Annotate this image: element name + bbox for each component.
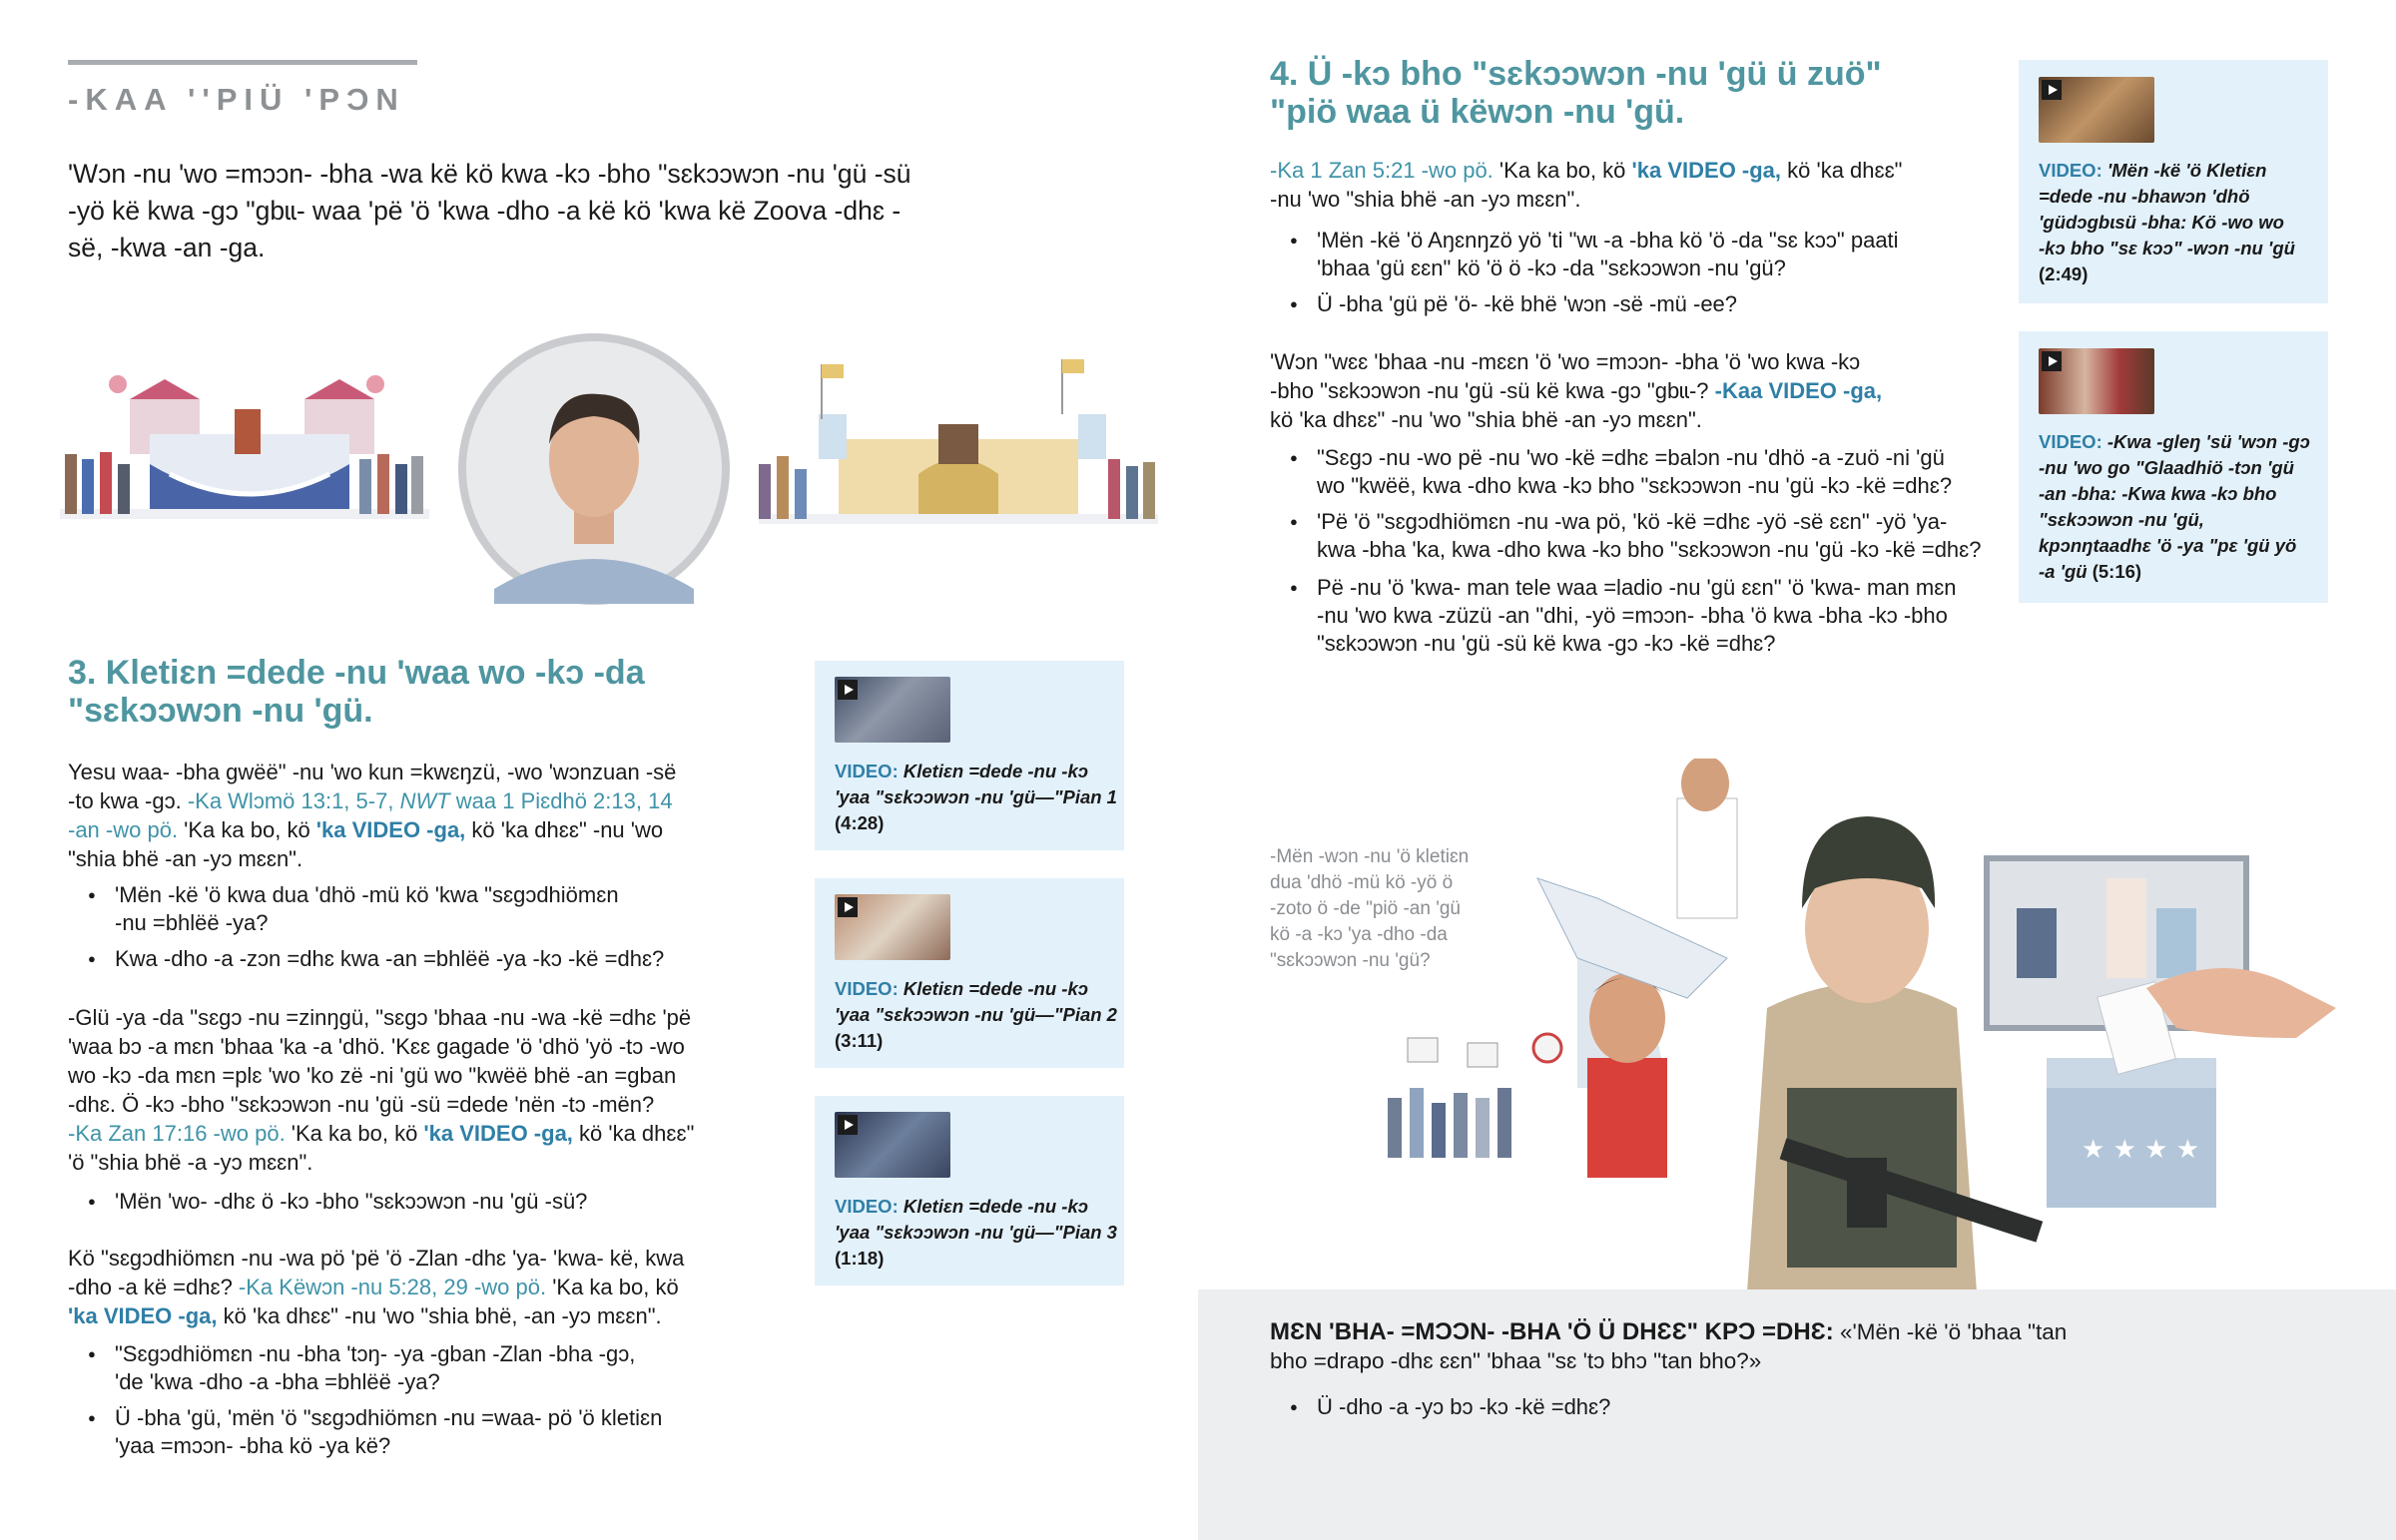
list-item: ● Ü -bha 'gü, 'mën 'ö "sɛgɔdhiömɛn -nu =waa- pö 'ö kletiɛn 'yaa =mɔɔn- -bha kö -ya kë? xyxy=(68,1404,807,1460)
list-item: ● 'Pë 'ö "sɛgɔdhiömɛn -nu -wa pö, 'kö -kë =dhɛ -yö -së ɛɛn" -yö 'ya- kwa -bha 'ka, kwa -dho kwa -kɔ bho "sɛkɔɔwɔn -nu 'gü -kɔ -kë =dhɛ? xyxy=(1270,508,2029,564)
list-item: ● "Sɛgɔdhiömɛn -nu -bha 'tɔŋ- -ya -gban -Zlan -bha -gɔ, 'de 'kwa -dho -a -bha =bhlëë -ya? xyxy=(68,1340,807,1396)
summary-bullets xyxy=(1270,1393,2168,1427)
list-item: ● 'Mën -kë 'ö kwa dua 'dhö -mü kö 'kwa "sɛgɔdhiömɛn -nu =bhlëë -ya? xyxy=(68,881,807,937)
video-link[interactable]: 'ka VIDEO -ga, xyxy=(423,1121,573,1146)
list-item: ● 'Mën -kë 'ö Aŋɛnŋzö yö 'ti "wɩ -a -bha kö 'ö -da "sɛ kɔɔ" paati 'bhaa 'gü ɛɛn" kö 'ö ö -kɔ -da "sɛkɔɔwɔn -nu 'gü? xyxy=(1270,227,2029,282)
video-box-bible-courage[interactable]: VIDEO: -Kwa -gleŋ 'sü 'wɔn -gɔ -nu 'wo go "Glaadhiö -tɔn 'gü -an -bha: -Kwa kwa -kɔ bho "sɛkɔɔwɔn -nu 'gü, kpɔnŋtaadhɛ 'ö -ya "pɛ 'gü yö -a 'gü (5:16) xyxy=(2019,331,2328,603)
scripture-ref-acts[interactable]: -Ka Këwɔn -nu 5:28, 29 -wo pö. xyxy=(238,1275,547,1299)
portrait-avatar xyxy=(458,333,730,605)
section-3-paragraph-3: Kö "sɛgɔdhiömɛn -nu -wa pö 'pë 'ö -Zlan -dhɛ 'ya- 'kwa- kë, kwa -dho -a kë =dhɛ? -Ka Këwɔn -nu 5:28, 29 -wo pö. 'Ka ka bo, kö 'ka VIDEO -ga, kö 'ka dhɛɛ" -nu 'wo "shia bhë, -an -yɔ mɛɛn". xyxy=(68,1246,685,1328)
protesters xyxy=(1388,1034,1561,1158)
video-box-part-2[interactable]: VIDEO: Kletiɛn =dede -nu -kɔ 'yaa "sɛkɔɔwɔn -nu 'gü—"Pian 2 (3:11) xyxy=(815,878,1124,1068)
summary-text: MƐN 'BHA- =MƆƆN- -BHA 'Ö Ü DHƐƐ" KPƆ =DHƐ: «'Mën -kë 'ö 'bhaa "tan bho =drapo -dhɛ ɛɛn" 'bhaa "sɛ 'tɔ bhɔ "tan bho?» xyxy=(1270,1318,2068,1373)
rally-illustration xyxy=(60,324,1158,614)
list-item: ● 'Mën 'wo- -dhɛ ö -kɔ -bho "sɛkɔɔwɔn -nu 'gü -sü? xyxy=(68,1188,807,1216)
video-link[interactable]: 'ka VIDEO -ga, xyxy=(315,817,466,842)
tv-and-ballot xyxy=(1987,858,2336,1208)
section-4-bullets-a xyxy=(1270,227,2029,324)
scripture-ref-1john[interactable]: -Ka 1 Zan 5:21 -wo pö. xyxy=(1270,158,1494,183)
video-box-part-3[interactable]: VIDEO: Kletiɛn =dede -nu -kɔ 'yaa "sɛkɔɔwɔn -nu 'gü—"Pian 3 (1:18) xyxy=(815,1096,1124,1285)
scripture-ref-john[interactable]: -Ka Zan 17:16 -wo pö. xyxy=(68,1121,286,1146)
video-link[interactable]: 'ka VIDEO -ga, xyxy=(68,1303,218,1328)
section-3-paragraph-1: Yesu waa- -bha gwëë" -nu 'wo kun =kwɛŋzü, -wo 'wɔnzuan -së -to kwa -gɔ. -Ka Wlɔmö 13:1, 5-7, NWT waa 1 Piɛdhö 2:13, 14 -an -wo pö. 'Ka ka bo, kö 'ka VIDEO -ga, kö 'ka dhɛɛ" -nu 'wo "shia bhë -an -yɔ mɛɛn". xyxy=(68,760,677,871)
video-thumbnail[interactable] xyxy=(2039,77,2154,143)
play-icon xyxy=(838,680,858,700)
section-4-bullets-b xyxy=(1270,444,2029,664)
video-thumbnail[interactable] xyxy=(835,1112,950,1178)
video-thumbnail[interactable] xyxy=(2039,348,2154,414)
list-item: ● Ü -dho -a -yɔ bɔ -kɔ -kë =dhɛ? xyxy=(1270,1393,2168,1421)
cheering-man xyxy=(1537,878,1727,1178)
video-box-part-1[interactable]: VIDEO: Kletiɛn =dede -nu -kɔ 'yaa "sɛkɔɔwɔn -nu 'gü—"Pian 1 (4:28) xyxy=(815,661,1124,850)
section-4-paragraph-1: -Ka 1 Zan 5:21 -wo pö. 'Ka ka bo, kö 'ka VIDEO -ga, kö 'ka dhɛɛ" -nu 'wo "shia bhë -an -yɔ mɛɛn". xyxy=(1270,158,1903,212)
video-box-why-christians[interactable]: VIDEO: 'Mën -kë 'ö Kletiɛn =dede -nu -bhawɔn 'dhö 'güdɔgbɩsü -bha: Kö -wo wo -kɔ bho "sɛ kɔɔ" -wɔn -nu 'gü (2:49) xyxy=(2019,60,2328,303)
section-4-title: 4. Ü -kɔ bho "sɛkɔɔwɔn -nu 'gü ü zuö" "piö waa ü këwɔn -nu 'gü. xyxy=(1270,55,1882,131)
play-icon xyxy=(2042,351,2062,371)
left-rally-scene xyxy=(60,375,429,519)
intro-paragraph: 'Wɔn -nu 'wo =mɔɔn- -bha -wa kë kö kwa -kɔ -bho "sɛkɔɔwɔn -nu 'gü -sü -yö kë kwa -gɔ "gbɩɩ- waa 'pë 'ö 'kwa -dho -a kë kö 'kwa kë Zoova -dhɛ -së, -kwa -an -ga. xyxy=(68,159,911,262)
list-item: ● Kwa -dho -a -zɔn =dhɛ kwa -an =bhlëë -ya -kɔ -kë =dhɛ? xyxy=(68,945,807,973)
video-link[interactable]: -Kaa VIDEO -ga, xyxy=(1714,378,1883,403)
play-icon xyxy=(838,1115,858,1135)
play-icon xyxy=(2042,80,2062,100)
section-3-bullets-a xyxy=(68,881,807,979)
page-header: -KAA ''PIÜ 'PƆN xyxy=(68,82,405,117)
video-thumbnail[interactable] xyxy=(835,894,950,960)
list-item: ● "Sɛgɔ -nu -wo pë -nu 'wo -kë =dhɛ =balɔn -nu 'dhö -a -zuö -ni 'gü wo "kwëë, kwa -dho kwa -kɔ bho "sɛkɔɔwɔn -nu 'gü -kɔ -kë =dhɛ? xyxy=(1270,444,2029,500)
play-icon xyxy=(838,897,858,917)
section-4-paragraph-2: 'Wɔn "wɛɛ 'bhaa -nu -mɛɛn 'ö 'wo =mɔɔn- -bha 'ö 'wo kwa -kɔ -bho "sɛkɔɔwɔn -nu 'gü -sü kë kwa -gɔ "gbɩɩ-? -Kaa VIDEO -ga, kö 'ka dhɛɛ" -nu 'wo "shia bhë -an -yɔ mɛɛn". xyxy=(1270,349,1883,432)
header-rule xyxy=(68,60,417,65)
section-3-paragraph-2: -Glü -ya -da "sɛgɔ -nu =zinŋgü, "sɛgɔ 'bhaa -nu -wa -kë =dhɛ 'pë 'waa bɔ -a mɛn 'bhaa 'ka -a 'dhö. 'Kɛɛ gagade 'ö 'dhö 'yö -tɔ -wo wo -kɔ -da mɛn =plɛ 'wo 'ko zë -ni 'gü wo "kwëë bhë -an =gban -dhɛ. Ö -kɔ -bho "sɛkɔɔwɔn -nu 'gü -sü =dede 'nën -tɔ -mën? -Ka Zan 17:16 -wo pö. 'Ka ka bo, kö 'ka VIDEO -ga, kö 'ka dhɛɛ" 'ö "shia bhë -a -yɔ mɛɛn". xyxy=(68,1005,695,1175)
list-item: ● Pë -nu 'ö 'kwa- man tele waa =ladio -nu 'gü ɛɛn" 'ö 'kwa- man mɛn -nu 'wo kwa -züzü -an "dhi, -yö =mɔɔn- -bha 'ö kwa -bha -kɔ -bho "sɛkɔɔwɔn -nu 'gü -sü kë kwa -gɔ -kɔ -kë =dhɛ? xyxy=(1270,574,2029,658)
video-thumbnail[interactable] xyxy=(835,677,950,743)
right-rally-scene xyxy=(759,359,1158,524)
list-item: ● Ü -bha 'gü pë 'ö- -kë bhë 'wɔn -së -mü -ee? xyxy=(1270,290,2029,318)
scripture-ref-romans[interactable]: -Ka Wlɔmö 13:1, 5-7, xyxy=(187,788,400,813)
section-3-bullets-b xyxy=(68,1188,807,1222)
neutrality-illustration xyxy=(1348,759,2356,1292)
section-3-bullets-c xyxy=(68,1340,807,1466)
svg-text:★ ★ ★ ★: ★ ★ ★ ★ xyxy=(2082,1135,2200,1165)
video-link[interactable]: 'ka VIDEO -ga, xyxy=(1631,158,1782,183)
shouting-man xyxy=(1677,759,1737,918)
section-3-title: 3. Kletiɛn =dede -nu 'waa wo -kɔ -da "sɛkɔɔwɔn -nu 'gü. xyxy=(68,654,645,730)
illustration-caption: -Mën -wɔn -nu 'ö kletiɛn dua 'dhö -mü kö -yö ö -zoto ö -de "piö -an 'gü kö -a -kɔ 'ya -dho -da "sɛkɔɔwɔn -nu 'gü? xyxy=(1270,846,1470,971)
